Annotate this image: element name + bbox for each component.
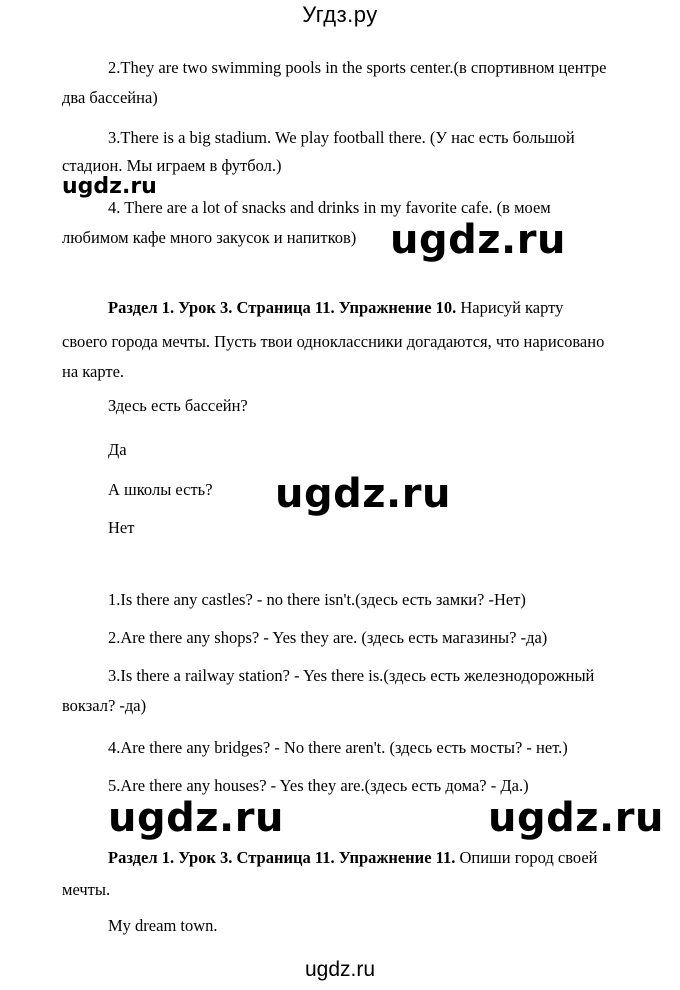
site-header: Угдз.ру xyxy=(302,2,378,27)
list-item: 2.Are there any shops? - Yes they are. (здесь есть магазины? -да) xyxy=(108,628,548,647)
list-item-cont: вокзал? -да) xyxy=(62,696,147,715)
exercise-11-heading: Раздел 1. Урок 3. Страница 11. Упражнение 11. xyxy=(108,848,456,867)
exercise-11-task-line-2: мечты. xyxy=(62,880,111,899)
site-footer: ugdz.ru xyxy=(304,958,376,981)
list-item: 4.Are there any bridges? - No there aren't. (здесь есть мосты? - нет.) xyxy=(108,738,568,757)
watermark-large: ugdz.ru xyxy=(390,217,566,263)
answer-line-4-cont: любимом кафе много закусок и напитков) xyxy=(62,228,357,247)
exercise-11-answer: My dream town. xyxy=(108,916,218,935)
exercise-11-heading-line xyxy=(108,848,597,868)
question-pool: Здесь есть бассейн? xyxy=(108,396,248,415)
list-item: 1.Is there any castles? - no there isn't.(здесь есть замки? -Нет) xyxy=(108,590,526,609)
answer-line-4: 4. There are a lot of snacks and drinks in my favorite cafe. (в моем xyxy=(108,198,551,217)
exercise-10-heading-line xyxy=(108,298,563,318)
answer-line-2-cont: два бассейна) xyxy=(62,88,158,107)
list-item: 3.Is there a railway station? - Yes there is.(здесь есть железнодорожный xyxy=(108,666,595,685)
exercise-10-task-line-3: на карте. xyxy=(62,362,125,381)
watermark-large: ugdz.ru xyxy=(275,471,451,517)
exercise-10-task: Нарисуй карту xyxy=(456,298,564,317)
exercise-10-task-line-2: своего города мечты. Пусть твои одноклассники догадаются, что нарисовано xyxy=(62,332,605,351)
answer-line-2: 2.They are two swimming pools in the sports center.(в спортивном центре xyxy=(108,58,607,77)
list-item: 5.Are there any houses? - Yes they are.(здесь есть дома? - Да.) xyxy=(108,776,529,795)
question-schools: А школы есть? xyxy=(108,480,213,499)
answer-yes: Да xyxy=(108,440,127,459)
exercise-10-heading: Раздел 1. Урок 3. Страница 11. Упражнение 10. xyxy=(108,298,457,317)
watermark-large: ugdz.ru xyxy=(108,795,284,841)
watermark-large: ugdz.ru xyxy=(488,795,664,841)
answer-line-3-cont: стадион. Мы играем в футбол.) xyxy=(62,156,282,175)
answer-line-3: 3.There is a big stadium. We play football there. (У нас есть большой xyxy=(108,128,575,147)
answer-no: Нет xyxy=(108,518,135,537)
watermark-small: ugdz.ru xyxy=(62,174,157,199)
exercise-11-task: Опиши город своей xyxy=(455,848,598,867)
